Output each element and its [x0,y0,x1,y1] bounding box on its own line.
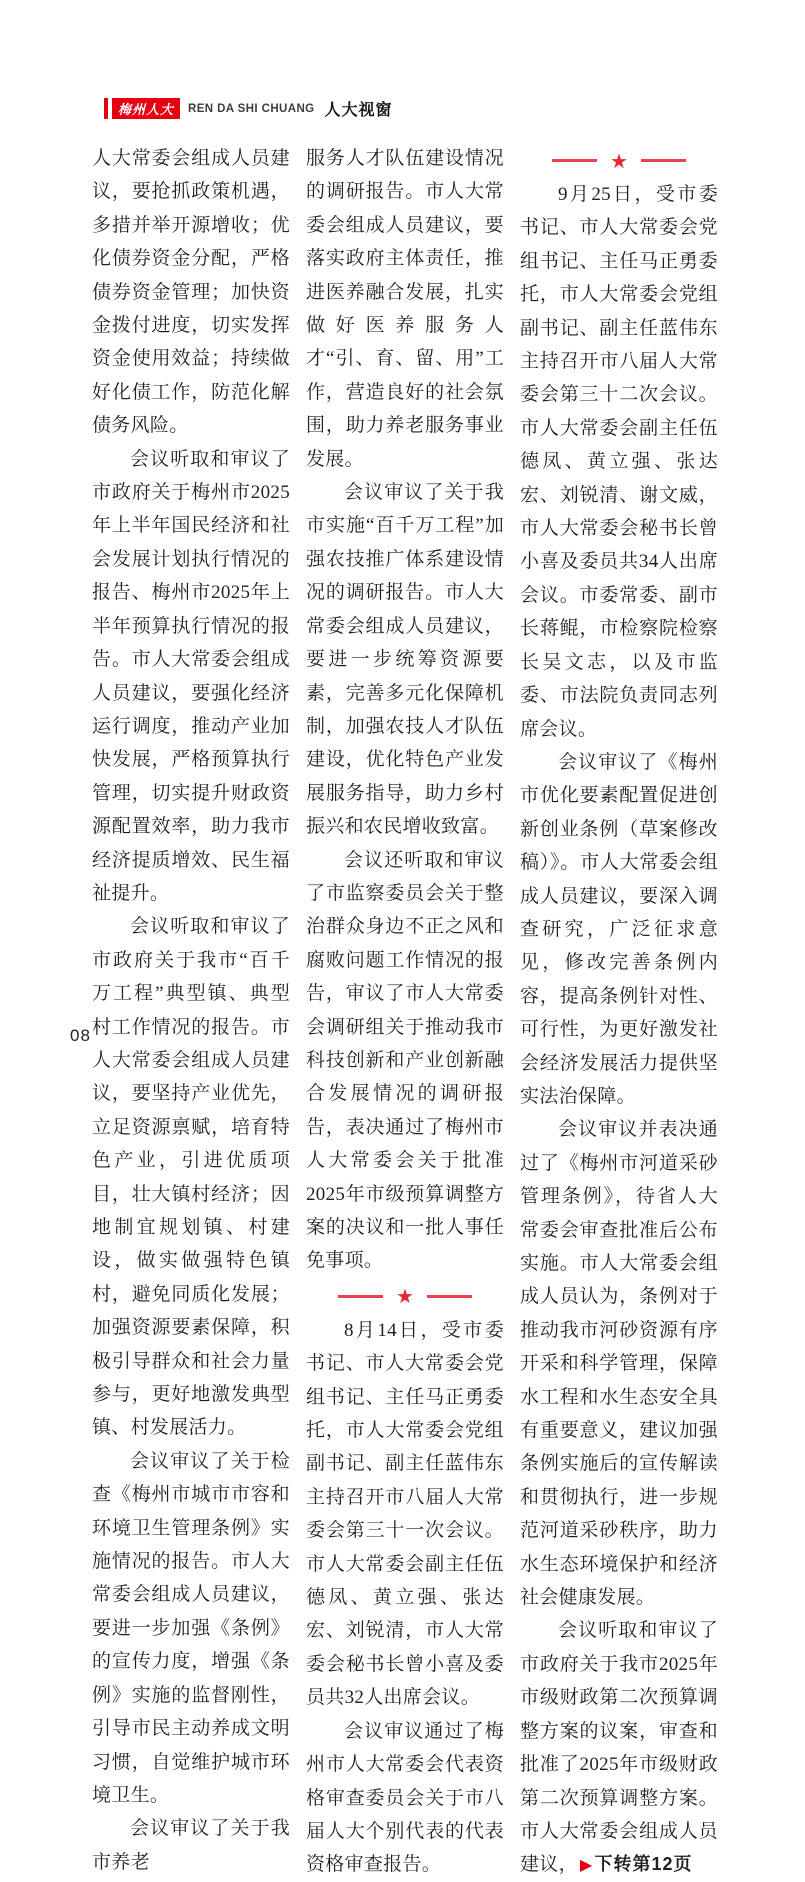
paragraph: 会议审议了关于我市养老 [92,1818,290,1873]
paragraph-with-continuation [520,1614,718,1881]
star-icon: ★ [610,148,628,173]
star-icon: ★ [396,1284,414,1309]
paragraph: 8月14日，受市委书记、市人大常委会党组书记、主任马正勇委托，市人大常委会党组副书记、副主任蓝伟东主持召开市八届人大常委会第三十一次会议。市人大常委会副主任伍德凤、黄立强、张达宏、刘锐清，市人大常委会秘书长曾小喜及委员共32人出席会议。 [306,1319,504,1709]
star-separator [306,1280,504,1313]
paragraph: 会议审议了《梅州市优化要素配置促进创新创业条例（草案修改稿）》。市人大常委会组成人员建议，要深入调查研究，广泛征求意见，修改完善条例内容，提高条例针对性、可行性，为更好激发社会经济发展活力提供坚实法治保障。 [520,751,718,1107]
logo-accent-bar [104,98,108,119]
paragraph: 9月25日，受市委书记、市人大常委会党组书记、主任马正勇委托，市人大常委会党组副书记、副主任蓝伟东主持召开市八届人大常委会第三十二次会议。市人大常委会副主任伍德凤、黄立强、张达宏、刘锐清、谢文威，市人大常委会秘书长曾小喜及委员共34人出席会议。市委常委、副市长蒋鲲，市检察院检察长吴文志，以及市监委、市法院负责同志列席会议。 [520,184,718,740]
page-header [104,97,393,120]
paragraph: 人大常委会组成人员建议，要抢抓政策机遇，多措并举开源增收；优化债券资金分配，严格债券资金管理；加快资金拨付进度，切实发挥资金使用效益；持续做好化债工作，防范化解债务风险。 [92,148,290,437]
paragraph-text: 会议听取和审议了市政府关于我市2025年市级财政第二次预算调整方案的议案，审查和批准了2025年市级财政第二次预算调整方案。市人大常委会组成人员建议， [520,1620,718,1876]
column-1 [92,142,290,1882]
separator-line [641,159,686,162]
column-3 [520,142,718,1882]
paragraph: 会议审议了关于检查《梅州市城市市容和环境卫生管理条例》实施情况的报告。市人大常委会组成人员建议，要进一步加强《条例》的宣传力度，增强《条例》实施的监督刚性，引导市民主动养成文明习惯，自觉维护城市环境卫生。 [92,1450,290,1806]
paragraph: 会议审议通过了梅州市人大常委会代表资格审查委员会关于市八届人大个别代表的代表资格审查报告。 [306,1720,504,1876]
separator-line [338,1295,383,1298]
paragraph: 会议审议并表决通过了《梅州市河道采砂管理条例》，待省人大常委会审查批准后公布实施。市人大常委会组成人员认为，条例对于推动我市河砂资源有序开采和科学管理，保障水工程和水生态安全具有重要意义，建议加强条例实施后的宣传解读和贯彻执行，进一步规范河道采砂秩序，助力水生态环境保护和经济社会健康发展。 [520,1119,718,1609]
separator-line [552,159,597,162]
separator-line [427,1295,472,1298]
continuation-triangle-icon: ▶ [579,1855,593,1875]
star-separator [520,144,718,177]
section-title: 人大视窗 [324,102,393,119]
paragraph: 会议审议了关于我市实施“百千万工程”加强农技推广体系建设情况的调研报告。市人大常委会组成人员建议，要进一步统筹资源要素，完善多元化保障机制，加强农技人才队伍建设，优化特色产业发展服务指导，助力乡村振兴和农民增收致富。 [306,482,504,838]
continuation-label: 下转第12页 [594,1854,693,1875]
column-2 [306,142,504,1882]
masthead-pinyin: REN DA SHI CHUANG [188,102,315,115]
paragraph: 会议听取和审议了市政府关于梅州市2025年上半年国民经济和社会发展计划执行情况的报告、梅州市2025年上半年预算执行情况的报告。市人大常委会组成人员建议，要强化经济运行调度，推动产业加快发展，严格预算执行管理，切实提升财政资源配置效率，助力我市经济提质增效、民生福祉提升。 [92,448,290,904]
paragraph: 会议听取和审议了市政府关于我市“百千万工程”典型镇、典型村工作情况的报告。市人大常委会组成人员建议，要坚持产业优先，立足资源禀赋，培育特色产业，引进优质项目，壮大镇村经济；因地制宜规划镇、村建设，做实做强特色镇村，避免同质化发展；加强资源要素保障，积极引导群众和社会力量参与，更好地激发典型镇、村发展活力。 [92,916,290,1439]
masthead-logo [112,98,180,119]
page-number: 08 [70,1026,91,1045]
paragraph: 会议还听取和审议了市监察委员会关于整治群众身边不正之风和腐败问题工作情况的报告，审议了市人大常委会调研组关于推动我市科技创新和产业创新融合发展情况的调研报告，表决通过了梅州市人大常委会关于批准2025年市级预算调整方案的决议和一批人事任免事项。 [306,849,504,1272]
article-body [92,142,718,1882]
logo-text: 梅州人大 [117,102,174,117]
paragraph: 服务人才队伍建设情况的调研报告。市人大常委会组成人员建议，要落实政府主体责任，推进医养融合发展，扎实做好医养服务人才“引、育、留、用”工作，营造良好的社会氛围，助力养老服务事业发展。 [306,148,504,470]
